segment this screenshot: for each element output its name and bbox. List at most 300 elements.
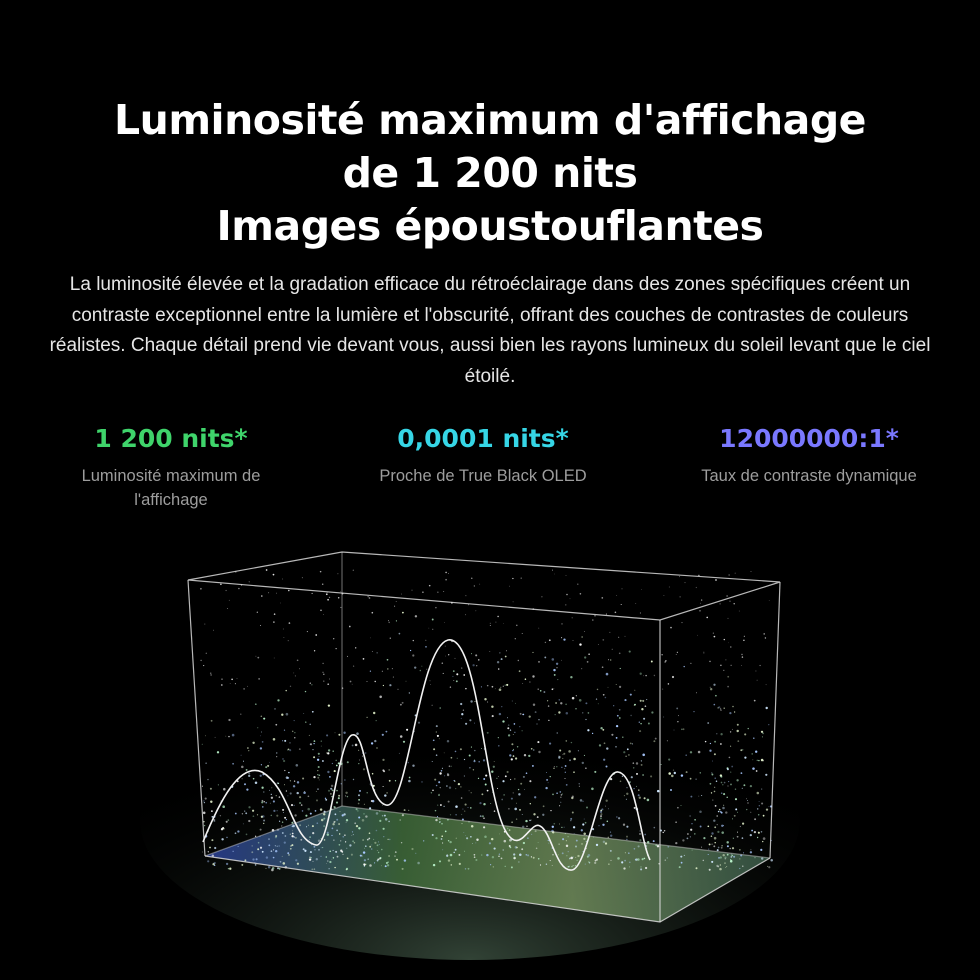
particle <box>505 775 507 777</box>
particle <box>345 795 346 796</box>
particle <box>622 736 623 737</box>
particle <box>646 699 647 700</box>
particle <box>722 784 723 785</box>
particle <box>268 844 270 846</box>
particle <box>363 768 365 770</box>
particle <box>439 772 441 774</box>
particle <box>513 734 514 735</box>
particle <box>594 771 596 773</box>
particle <box>529 780 531 782</box>
particle <box>625 852 626 853</box>
particle <box>286 790 287 791</box>
particle <box>531 834 532 835</box>
particle <box>535 830 537 832</box>
particle <box>396 620 397 621</box>
particle <box>731 766 733 768</box>
particle <box>282 856 283 857</box>
particle <box>594 615 596 617</box>
particle <box>333 840 334 841</box>
particle <box>445 579 447 581</box>
particle <box>329 597 330 598</box>
particle <box>276 756 277 757</box>
particle <box>521 578 522 579</box>
particle <box>565 778 566 779</box>
particle <box>389 684 391 686</box>
particle <box>322 847 323 848</box>
particle <box>263 823 264 824</box>
particle <box>755 751 757 753</box>
particle <box>681 774 683 776</box>
particle <box>769 600 770 601</box>
particle <box>726 866 727 867</box>
particle <box>713 819 715 821</box>
particle <box>719 603 720 604</box>
particle <box>474 723 475 724</box>
particle <box>378 841 379 842</box>
particle <box>323 614 324 615</box>
particle <box>251 851 253 853</box>
particle <box>461 823 462 824</box>
particle <box>255 703 257 705</box>
particle <box>372 612 374 614</box>
particle <box>603 841 605 843</box>
particle <box>581 668 582 669</box>
particle <box>530 803 531 804</box>
particle <box>515 757 517 759</box>
particle <box>310 683 311 684</box>
particle <box>729 712 731 714</box>
particle <box>448 654 449 655</box>
particle <box>728 781 729 782</box>
particle <box>766 808 768 810</box>
particle <box>514 808 517 811</box>
particle <box>562 852 564 854</box>
particle <box>506 650 507 651</box>
particle <box>266 569 268 571</box>
particle <box>445 656 446 657</box>
particle <box>382 759 384 761</box>
particle <box>487 790 489 792</box>
particle <box>277 699 279 701</box>
particle <box>599 744 601 746</box>
particle <box>464 759 465 760</box>
particle <box>621 861 623 863</box>
particle <box>323 825 325 827</box>
particle <box>565 704 567 706</box>
particle <box>715 695 717 697</box>
particle <box>716 733 717 734</box>
particle <box>549 743 551 745</box>
particle <box>723 805 724 806</box>
particle <box>232 734 235 737</box>
particle <box>447 854 448 855</box>
particle <box>621 604 622 605</box>
particle <box>492 686 494 688</box>
particle <box>358 799 360 801</box>
particle <box>596 699 597 700</box>
particle <box>265 802 267 804</box>
particle <box>285 690 286 691</box>
particle <box>481 686 482 687</box>
particle <box>478 778 479 779</box>
particle <box>356 808 358 810</box>
particle <box>443 591 444 592</box>
particle <box>304 791 305 792</box>
particle <box>713 633 714 634</box>
particle <box>500 687 501 688</box>
particle <box>312 711 314 713</box>
particle <box>559 805 560 806</box>
particle <box>620 781 622 783</box>
particle <box>400 704 402 706</box>
particle <box>363 863 365 865</box>
particle <box>299 802 301 804</box>
particle <box>317 759 319 761</box>
particle <box>756 770 758 772</box>
particle <box>261 595 263 597</box>
particle <box>565 604 566 605</box>
particle <box>270 803 271 804</box>
particle <box>261 764 262 765</box>
particle <box>297 781 299 783</box>
particle <box>497 661 499 663</box>
particle <box>572 796 574 798</box>
particle <box>731 855 733 857</box>
particle <box>485 784 487 786</box>
particle <box>282 821 283 822</box>
particle <box>276 795 277 796</box>
particle <box>576 840 578 842</box>
particle <box>338 734 340 736</box>
particle <box>220 583 222 585</box>
particle <box>565 772 566 773</box>
particle <box>520 783 522 785</box>
particle <box>390 638 391 639</box>
particle <box>435 607 437 609</box>
particle <box>444 622 445 623</box>
particle <box>623 751 625 753</box>
particle <box>514 732 515 733</box>
particle <box>284 817 286 819</box>
particle <box>468 604 469 605</box>
particle <box>228 868 229 869</box>
particle <box>402 814 404 816</box>
particle <box>761 831 763 833</box>
particle <box>468 868 470 870</box>
particle <box>700 772 701 773</box>
particle <box>602 666 604 668</box>
particle <box>326 863 327 864</box>
particle <box>235 813 237 815</box>
particle <box>448 801 450 803</box>
particle <box>588 854 591 857</box>
particle <box>642 700 644 702</box>
particle <box>319 756 320 757</box>
particle <box>362 819 365 822</box>
particle <box>257 814 258 815</box>
particle <box>294 805 295 806</box>
particle <box>765 707 767 709</box>
particle <box>662 689 663 690</box>
particle <box>626 793 628 795</box>
particle <box>202 744 203 745</box>
particle <box>290 686 291 687</box>
particle <box>223 788 226 791</box>
particle <box>667 857 668 858</box>
particle <box>387 861 389 863</box>
particle <box>260 747 262 749</box>
particle <box>700 603 701 604</box>
particle <box>482 815 484 817</box>
particle <box>439 794 440 795</box>
particle <box>255 864 257 866</box>
particle <box>456 838 457 839</box>
particle <box>568 750 571 753</box>
particle <box>352 744 354 746</box>
particle <box>445 646 446 647</box>
particle <box>337 573 338 574</box>
particle <box>768 866 770 868</box>
particle <box>481 854 483 856</box>
particle <box>489 651 490 652</box>
particle <box>737 836 739 838</box>
particle <box>653 740 655 742</box>
particle <box>643 675 644 676</box>
particle <box>296 764 299 767</box>
particle <box>335 813 337 815</box>
particle <box>519 726 520 727</box>
particle <box>358 763 359 764</box>
particle <box>714 636 716 638</box>
particle <box>319 775 320 776</box>
particle <box>670 627 672 629</box>
particle <box>511 821 513 823</box>
particle <box>519 670 521 672</box>
particle <box>575 846 577 848</box>
particle <box>498 776 499 777</box>
particle <box>252 858 254 860</box>
particle <box>435 837 437 839</box>
particle <box>588 861 590 863</box>
particle <box>572 697 575 700</box>
particle <box>245 812 247 814</box>
particle <box>522 814 523 815</box>
particle <box>271 794 272 795</box>
particle <box>274 613 276 615</box>
particle <box>471 747 472 748</box>
particle <box>711 832 713 834</box>
particle <box>225 590 226 591</box>
particle <box>642 774 644 776</box>
particle <box>516 803 517 804</box>
particle <box>651 711 653 713</box>
particle <box>203 800 204 801</box>
particle <box>290 845 291 846</box>
particle <box>227 608 228 609</box>
particle <box>332 750 333 751</box>
title-line-1: Luminosité maximum d'affichage <box>114 96 866 144</box>
particle <box>547 700 548 701</box>
particle <box>638 845 640 847</box>
particle <box>610 659 611 660</box>
particle <box>328 704 330 706</box>
particle <box>478 659 479 660</box>
particle <box>570 676 572 678</box>
particle <box>369 846 371 848</box>
particle <box>718 857 720 859</box>
stat-value: 1 200 nits* <box>94 424 248 453</box>
particle <box>588 653 590 655</box>
particle <box>575 865 576 866</box>
particle <box>308 825 309 826</box>
particle <box>743 640 744 641</box>
particle <box>432 619 434 621</box>
particle <box>746 809 747 810</box>
particle <box>444 752 445 753</box>
particle <box>339 811 340 812</box>
particle <box>383 685 384 686</box>
particle <box>299 668 300 669</box>
stat-contrast-ratio <box>678 424 940 488</box>
particle <box>294 732 295 733</box>
particle <box>628 754 630 756</box>
particle <box>714 837 717 840</box>
particle <box>730 731 731 732</box>
particle <box>754 818 756 820</box>
particle <box>296 792 298 794</box>
particle <box>491 705 493 707</box>
particle <box>602 729 604 731</box>
particle <box>710 688 712 690</box>
particle <box>203 665 204 666</box>
particle <box>387 659 389 661</box>
particle <box>537 724 538 725</box>
particle <box>605 842 607 844</box>
particle <box>677 721 678 722</box>
particle <box>534 796 536 798</box>
particle <box>237 678 238 679</box>
particle <box>209 847 211 849</box>
particle <box>211 839 213 841</box>
particle <box>679 866 681 868</box>
particle <box>709 843 711 845</box>
particle <box>347 761 349 763</box>
particle <box>546 863 547 864</box>
particle <box>208 851 209 852</box>
particle <box>443 806 444 807</box>
particle <box>433 739 435 741</box>
particle <box>529 681 531 683</box>
particle <box>363 658 365 660</box>
particle <box>448 859 450 861</box>
particle <box>623 867 625 869</box>
particle <box>717 849 719 851</box>
particle <box>561 623 562 624</box>
particle <box>737 812 738 813</box>
particle <box>277 810 278 811</box>
particle <box>320 571 322 573</box>
particle <box>271 815 273 817</box>
particle-glow <box>140 680 800 960</box>
particle <box>415 853 416 854</box>
particle <box>763 633 765 635</box>
particle <box>373 712 375 714</box>
particle <box>475 654 477 656</box>
particle <box>516 818 517 819</box>
particle <box>442 662 444 664</box>
particle <box>429 680 430 681</box>
particle <box>684 855 685 856</box>
particle <box>730 746 731 747</box>
stat-peak-brightness <box>66 424 276 512</box>
particle <box>389 839 390 840</box>
particle <box>716 815 718 817</box>
particle <box>598 644 599 645</box>
particle <box>708 849 709 850</box>
particle <box>312 825 314 827</box>
particle <box>302 577 303 578</box>
particle <box>502 780 504 782</box>
particle <box>644 858 646 860</box>
particle <box>426 669 427 670</box>
particle <box>744 757 746 759</box>
particle <box>356 825 358 827</box>
particle <box>436 785 438 787</box>
particle <box>304 850 306 852</box>
particle <box>379 820 381 822</box>
particle <box>288 854 290 856</box>
particle <box>461 667 462 668</box>
particle <box>667 740 668 741</box>
particle <box>268 838 270 840</box>
particle <box>690 836 691 837</box>
particle <box>733 856 735 858</box>
particle <box>292 825 295 828</box>
particle <box>726 797 727 798</box>
particle <box>410 650 411 651</box>
particle <box>362 756 363 757</box>
particle <box>496 778 497 779</box>
particle <box>333 850 334 851</box>
particle <box>548 843 549 844</box>
particle <box>359 760 360 761</box>
particle <box>569 759 571 761</box>
particle <box>622 589 623 590</box>
particle <box>740 826 741 827</box>
particle <box>450 854 453 857</box>
particle <box>268 592 269 593</box>
particle <box>303 848 305 850</box>
particle <box>568 836 569 837</box>
particle <box>584 631 585 632</box>
particle <box>206 653 207 654</box>
particle <box>742 788 743 789</box>
particle <box>754 700 756 702</box>
particle <box>473 760 475 762</box>
particle <box>432 789 434 791</box>
particle <box>561 827 562 828</box>
particle <box>723 670 724 671</box>
particle <box>313 756 315 758</box>
particle <box>432 705 433 706</box>
particle <box>501 658 503 660</box>
particle <box>566 840 567 841</box>
particle <box>732 847 734 849</box>
particle <box>265 868 266 869</box>
particle <box>533 857 535 859</box>
particle <box>374 862 375 863</box>
particle <box>204 825 205 826</box>
